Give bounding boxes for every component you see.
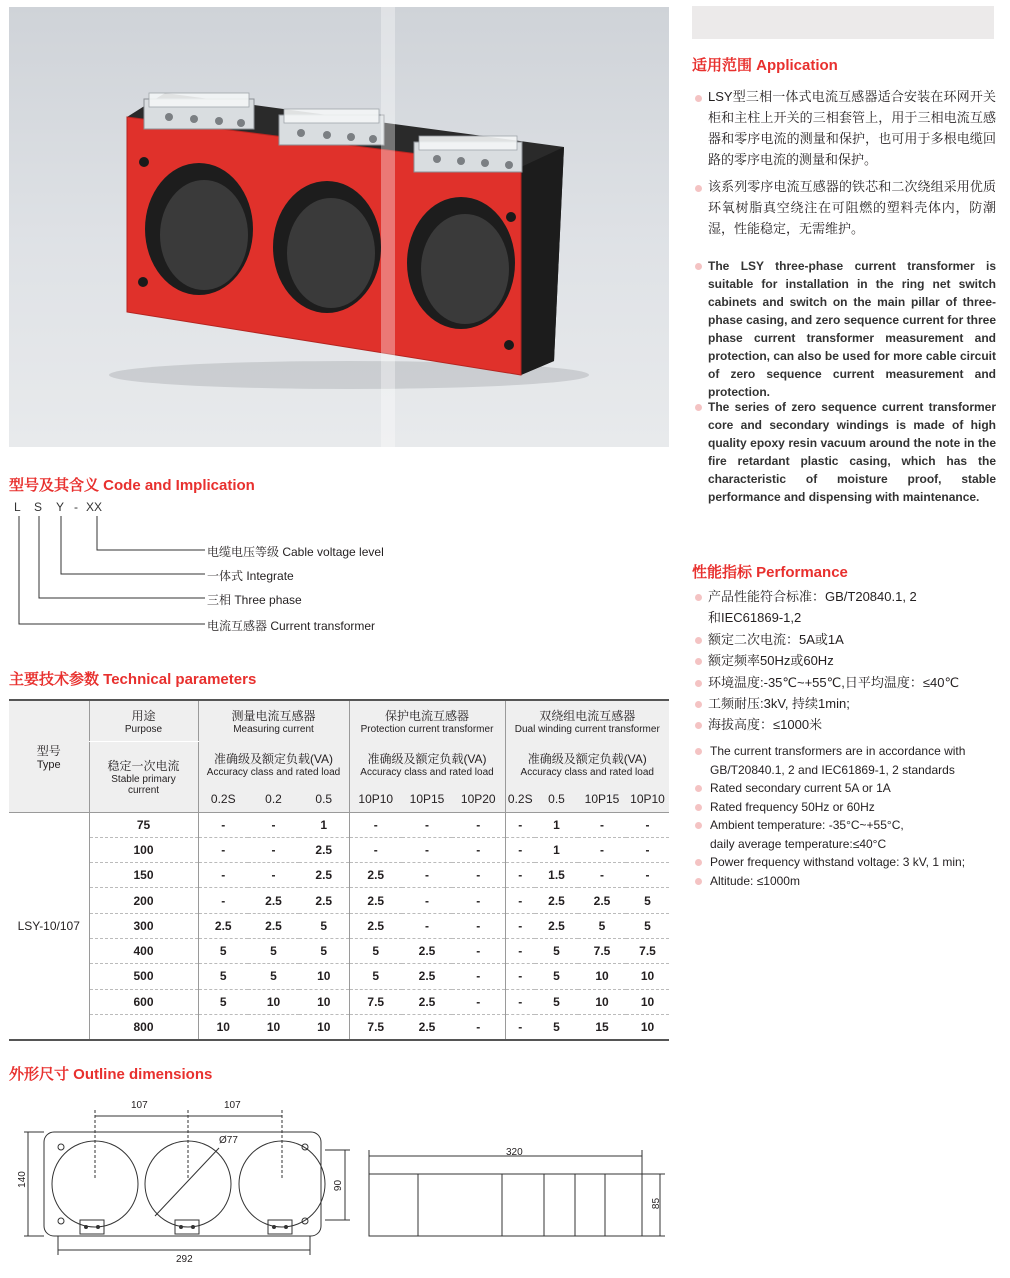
header-gray-bar (692, 6, 994, 39)
value-cell: 5 (299, 913, 349, 938)
header-acc-meas-cn: 准确级及额定负载(VA) (213, 751, 334, 766)
value-cell: 1 (299, 812, 349, 837)
code-title: 型号及其含义 Code and Implication (9, 477, 255, 494)
value-cell: 5 (626, 888, 669, 913)
header-measuring-cn: 测量电流互感器 (231, 709, 316, 724)
header-stable-en2: current (127, 785, 160, 797)
application-en-paragraph-1: The LSY three-phase current transformer is suitable for installation in the ring net switch cabinets and switch on the main pillar of three-phase casing, and zero sequence current for three phase current transformer measurement and protection, can also be used for more cable circuit of zero sequence current measurement and protection. (708, 259, 996, 399)
bullet-icon (695, 658, 702, 665)
bullet-icon (695, 185, 702, 192)
bullet-icon (695, 637, 702, 644)
header-dual-cn: 双绕组电流互感器 (539, 709, 636, 724)
value-cell: - (198, 863, 248, 888)
header-protection (349, 700, 505, 742)
header-acc-meas (198, 742, 349, 786)
value-cell: 10 (317, 1020, 331, 1035)
value-cell: 2.5 (349, 888, 402, 913)
value-cell: 5 (248, 964, 299, 989)
value-cell: - (626, 837, 669, 862)
bullet-icon (695, 748, 702, 755)
value-cell: - (505, 913, 535, 938)
header-dual-en: Dual winding current transformer (514, 724, 660, 736)
value-cell: 10 (578, 964, 626, 989)
performance-title: 性能指标 Performance (692, 564, 848, 581)
performance-cn-item: 和IEC61869-1,2 (708, 610, 802, 625)
dim-320: 320 (506, 1147, 523, 1158)
value-cell: 2.5 (578, 888, 626, 913)
value-cell: - (626, 863, 669, 888)
table-row (9, 989, 669, 1014)
value-cell: 10 (626, 989, 669, 1014)
value-cell: 7.5 (626, 938, 669, 963)
product-photo (9, 7, 669, 447)
code-leader-lines (9, 514, 209, 634)
value-cell: - (578, 863, 626, 888)
performance-en-item: Ambient temperature: -35°C~+55°C, (710, 818, 904, 832)
value-cell: 2.5 (198, 913, 248, 938)
value-cell: 2.5 (535, 913, 578, 938)
value-cell: 7.5 (349, 989, 402, 1014)
header-purpose (89, 700, 198, 742)
bullet-icon (695, 594, 702, 601)
current-cell: 150 (89, 863, 198, 888)
dim-90: 90 (333, 1179, 345, 1192)
value-cell: 5 (299, 938, 349, 963)
value-cell: 10 (248, 989, 299, 1014)
class-header: 0.2 (248, 786, 299, 813)
value-cell: - (505, 989, 535, 1014)
code-label-three-phase: 三相 Three phase (207, 593, 302, 607)
value-cell: - (578, 837, 626, 862)
code-letter-xx: XX (86, 500, 103, 514)
value-cell: 2.5 (349, 913, 402, 938)
dim-107-right: 107 (224, 1100, 241, 1111)
header-stable (89, 742, 198, 813)
current-cell: 400 (89, 938, 198, 963)
value-cell: - (505, 888, 535, 913)
code-dash: - (74, 500, 78, 514)
header-type (9, 700, 89, 812)
table-row (9, 938, 669, 963)
bullet-icon (695, 822, 702, 829)
value-cell: - (578, 812, 626, 837)
performance-en-item: Rated secondary current 5A or 1A (710, 781, 891, 795)
value-cell: 2.5 (248, 913, 299, 938)
value-cell: 10 (299, 964, 349, 989)
performance-cn-item: 工频耐压:3kV, 持续1min; (708, 696, 850, 711)
header-protection-en: Protection current transformer (360, 724, 494, 736)
value-cell: - (452, 863, 505, 888)
bullet-icon (695, 878, 702, 885)
header-purpose-en: Purpose (124, 724, 163, 735)
value-cell: 10 (640, 1020, 655, 1035)
value-cell: - (402, 888, 452, 913)
performance-cn-item: 额定二次电流：5A或1A (708, 632, 844, 647)
bullet-icon (695, 722, 702, 729)
value-cell: - (452, 913, 505, 938)
performance-cn-item: 产品性能符合标准：GB/T20840.1, 2 (708, 589, 917, 604)
value-cell: 5 (626, 913, 669, 938)
code-letter-s: S (34, 500, 43, 514)
bullet-icon (695, 95, 702, 102)
header-acc-meas-en: Accuracy class and rated load (206, 766, 341, 778)
application-cn-paragraph-1: LSY型三相一体式电流互感器适合安装在环网开关柜和主柱上开关的三相套管上，用于三相电流互感器和零序电流的测量和保护，也可用于多根电缆回路的零序电流的测量和保护。 (708, 89, 996, 167)
dim-diameter: Ø77 (219, 1135, 238, 1146)
value-cell: - (476, 1020, 481, 1035)
value-cell: 5 (198, 989, 248, 1014)
header-purpose-cn: 用途 (131, 709, 156, 723)
value-cell: - (505, 964, 535, 989)
value-cell: 5 (535, 989, 578, 1014)
header-acc-dual-cn: 准确级及额定负载(VA) (527, 751, 647, 766)
value-cell: 2.5 (402, 938, 452, 963)
value-cell: - (402, 913, 452, 938)
dim-140: 140 (16, 1171, 28, 1188)
outline-title: 外形尺寸 Outline dimensions (9, 1066, 213, 1083)
class-header: 0.2S (198, 786, 248, 813)
value-cell: 2.5 (418, 1020, 436, 1035)
value-cell: - (452, 989, 505, 1014)
bullet-icon (695, 804, 702, 811)
table-row (9, 964, 669, 989)
value-cell: - (452, 964, 505, 989)
table-row (9, 1014, 669, 1040)
value-cell: 5 (553, 1020, 560, 1035)
value-cell: 5 (349, 938, 402, 963)
value-cell: - (626, 812, 669, 837)
value-cell: - (505, 812, 535, 837)
value-cell: 1.5 (535, 863, 578, 888)
value-cell: - (452, 938, 505, 963)
table-row (9, 837, 669, 862)
table-row (9, 863, 669, 888)
class-header: 10P20 (452, 786, 505, 813)
class-header: 10P15 (578, 786, 626, 813)
value-cell: 15 (595, 1020, 609, 1035)
current-cell: 600 (89, 989, 198, 1014)
three-phase-ct-illustration (9, 7, 669, 447)
dim-292: 292 (176, 1254, 193, 1265)
value-cell: - (452, 888, 505, 913)
dim-107-left: 107 (131, 1100, 148, 1111)
value-cell: 10 (266, 1020, 281, 1035)
header-acc-prot (349, 742, 505, 786)
code-label-voltage: 电缆电压等级 Cable voltage level (207, 545, 384, 559)
bullet-icon (695, 680, 702, 687)
class-header: 0.2S (505, 786, 535, 813)
value-cell: - (349, 812, 402, 837)
current-cell: 200 (89, 888, 198, 913)
application-en-paragraph-2: The series of zero sequence current transformer core and secondary windings is made of high quality epoxy resin vacuum around the note in the fire retardant plastic casing, which has the characteristic of moisture proof, stable performance and dispensing with maintenance. (708, 400, 996, 504)
header-type-cn: 型号 (36, 743, 61, 758)
value-cell: 10 (626, 964, 669, 989)
performance-en-item: The current transformers are in accordance with (710, 744, 966, 758)
value-cell: 10 (198, 1014, 248, 1040)
header-measuring (198, 700, 349, 742)
header-stable-cn: 稳定一次电流 (107, 759, 180, 774)
performance-en-item: Rated frequency 50Hz or 60Hz (710, 800, 875, 814)
value-cell: - (402, 863, 452, 888)
header-stable-en1: Stable primary (111, 774, 176, 786)
current-cell: 100 (89, 837, 198, 862)
bullet-icon (695, 404, 702, 411)
application-cn-paragraph-2: 该系列零序电流互感器的铁芯和二次绕组采用优质环氧树脂真空绕注在可阻燃的塑料壳体内，防潮湿，性能稳定，无需维护。 (708, 179, 996, 236)
outline-drawing (0, 1090, 1010, 1270)
bullet-icon (695, 785, 702, 792)
performance-cn-item: 额定频率50Hz或60Hz (708, 653, 834, 668)
value-cell: 5 (578, 913, 626, 938)
technical-title: 主要技术参数 Technical parameters (9, 671, 257, 688)
code-label-current-transformer: 电流互感器 Current transformer (207, 619, 376, 633)
value-cell: 2.5 (402, 989, 452, 1014)
class-header: 10P10 (626, 786, 669, 813)
value-cell: 5 (349, 964, 402, 989)
header-acc-prot-en: Accuracy class and rated load (360, 766, 494, 778)
value-cell: - (505, 837, 535, 862)
performance-en-item: Power frequency withstand voltage: 3 kV, 1 min; (710, 855, 966, 869)
current-cell: 75 (89, 812, 198, 837)
performance-cn-item: 海拔高度：≤1000米 (708, 717, 823, 732)
value-cell: 2.5 (402, 964, 452, 989)
header-type-en: Type (36, 758, 61, 771)
class-header: 10P10 (349, 786, 402, 813)
value-cell: - (198, 812, 248, 837)
header-acc-dual-en: Accuracy class and rated load (520, 766, 654, 778)
value-cell: 2.5 (248, 888, 299, 913)
value-cell: 5 (535, 938, 578, 963)
value-cell: - (505, 863, 535, 888)
table-body (9, 812, 669, 1040)
current-cell: 300 (89, 913, 198, 938)
table-row (9, 812, 669, 837)
value-cell: - (452, 812, 505, 837)
header-dual (505, 700, 669, 742)
value-cell: - (198, 888, 248, 913)
value-cell: 10 (299, 989, 349, 1014)
performance-cn-item: 环境温度:-35℃~+55℃,日平均温度：≤40℃ (708, 675, 960, 690)
value-cell: 5 (198, 964, 248, 989)
value-cell: 5 (248, 938, 299, 963)
performance-en-item: GB/T20840.1, 2 and IEC61869-1, 2 standards (710, 763, 955, 777)
value-cell: - (505, 1014, 535, 1040)
value-cell: - (452, 837, 505, 862)
dim-85: 85 (651, 1197, 663, 1210)
value-cell: - (402, 812, 452, 837)
class-header: 0.5 (535, 786, 578, 813)
value-cell: 2.5 (535, 888, 578, 913)
value-cell: 10 (578, 989, 626, 1014)
value-cell: - (248, 863, 299, 888)
value-cell: 5 (535, 964, 578, 989)
bullet-icon (695, 859, 702, 866)
type-cell: LSY-10/107 (17, 918, 80, 933)
class-header: 0.5 (299, 786, 349, 813)
table-row (9, 913, 669, 938)
value-cell: 7.5 (349, 1014, 402, 1040)
current-cell: 800 (89, 1014, 198, 1040)
application-title: 适用范围 Application (692, 57, 838, 74)
value-cell: - (505, 938, 535, 963)
value-cell: 5 (198, 938, 248, 963)
header-acc-dual (505, 742, 669, 786)
current-cell: 500 (89, 964, 198, 989)
value-cell: 2.5 (299, 837, 349, 862)
value-cell: - (248, 837, 299, 862)
value-cell: - (402, 837, 452, 862)
header-protection-cn: 保护电流互感器 (384, 709, 469, 724)
value-cell: - (198, 837, 248, 862)
class-header: 10P15 (402, 786, 452, 813)
value-cell: 1 (535, 837, 578, 862)
performance-en-item: daily average temperature:≤40°C (710, 837, 887, 851)
code-label-integrate: 一体式 Integrate (207, 569, 294, 583)
header-acc-prot-cn: 准确级及额定负载(VA) (367, 751, 487, 766)
bullet-icon (695, 263, 702, 270)
value-cell: 2.5 (349, 863, 402, 888)
table-row (9, 888, 669, 913)
value-cell: 1 (535, 812, 578, 837)
value-cell: 2.5 (299, 863, 349, 888)
performance-en-item: Altitude: ≤1000m (710, 874, 800, 888)
code-letter-y: Y (56, 500, 65, 514)
bullet-icon (695, 701, 702, 708)
header-measuring-en: Measuring current (233, 724, 314, 736)
value-cell: - (349, 837, 402, 862)
code-letter-l: L (14, 500, 21, 514)
technical-parameters-table (9, 699, 669, 1041)
value-cell: 7.5 (578, 938, 626, 963)
value-cell: 2.5 (299, 888, 349, 913)
value-cell: - (248, 812, 299, 837)
